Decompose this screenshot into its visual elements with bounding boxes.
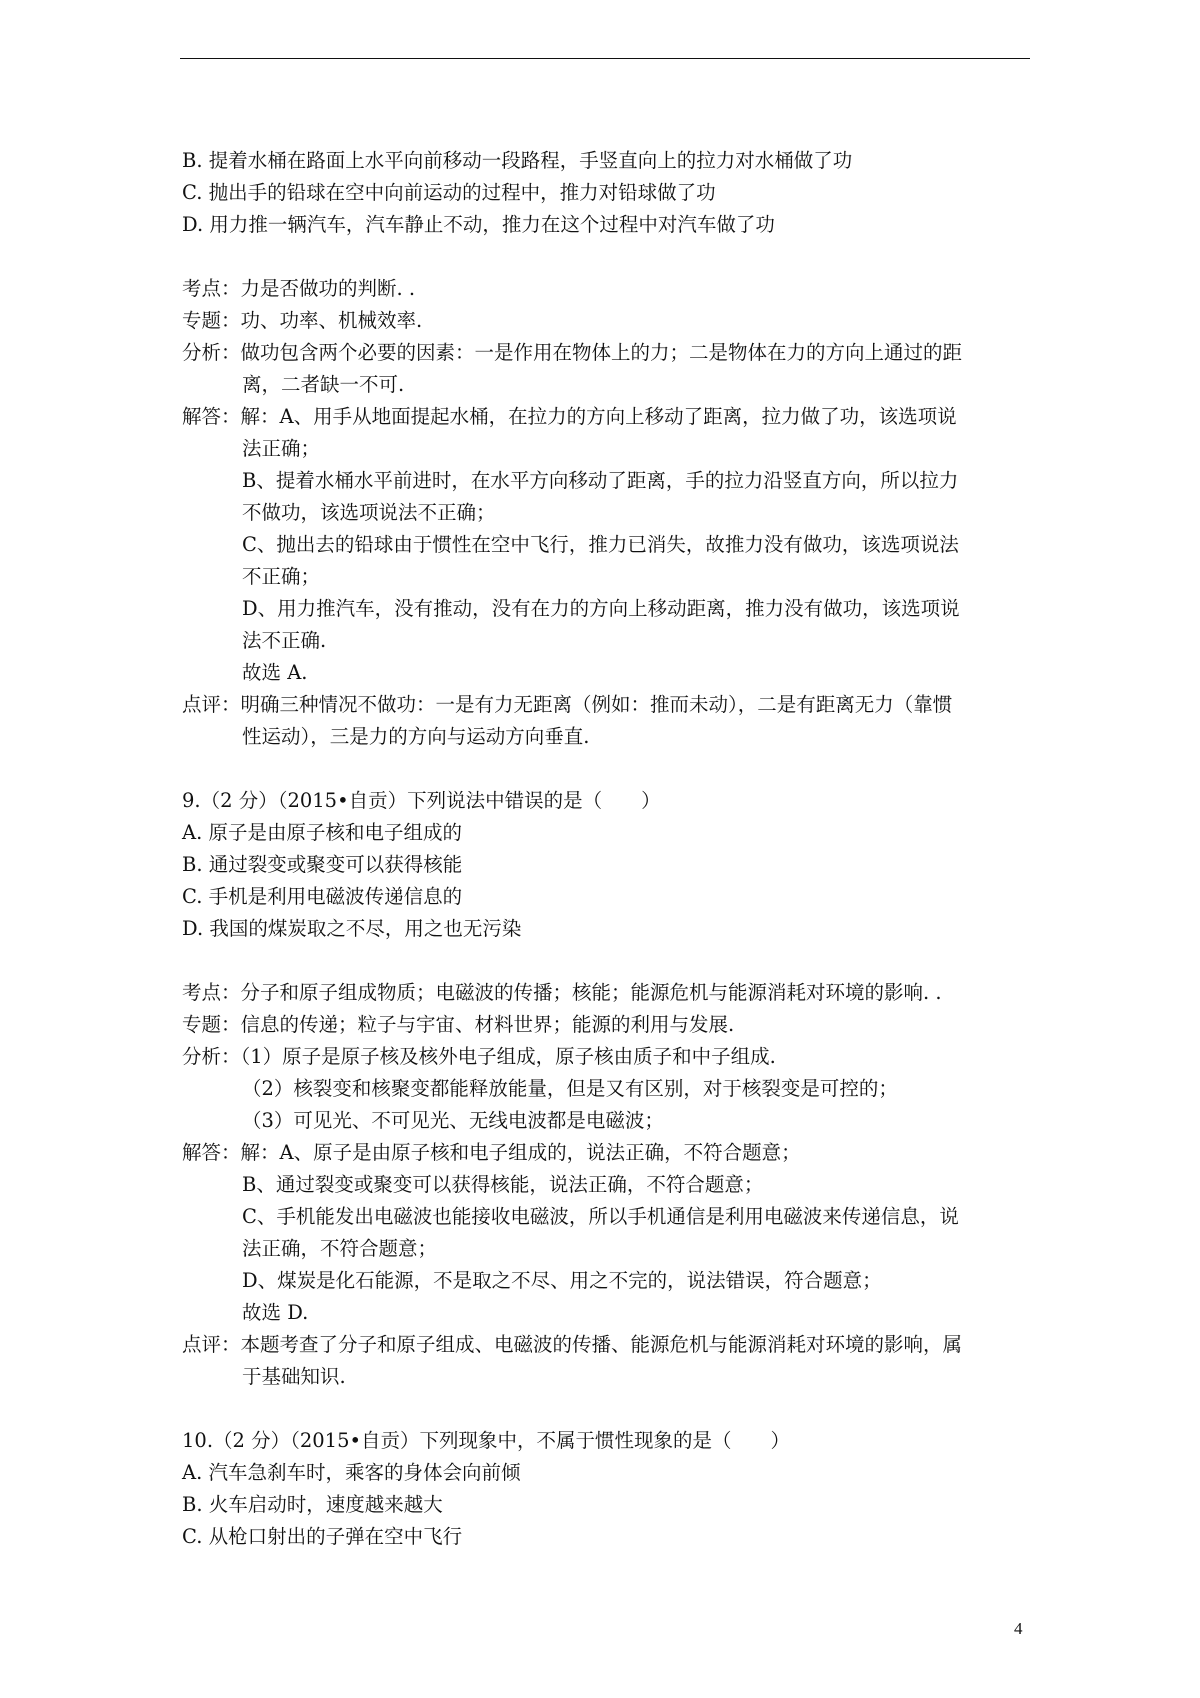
- question-stem: 10.（2 分）（2015•自贡）下列现象中，不属于惯性现象的是（ ）: [182, 1429, 790, 1452]
- fenxi-line: 分析：做功包含两个必要的因素：一是作用在物体上的力；二是物体在力的方向上通过的距: [182, 341, 963, 364]
- page-content: [182, 145, 1032, 1553]
- zhuanti: 专题：功、功率、机械效率.: [182, 309, 423, 332]
- jieda-line: 法正确；: [242, 437, 321, 460]
- dianping-line: 性运动），三是力的方向与运动方向垂直.: [242, 725, 590, 748]
- fenxi-line: 分析：（1）原子是原子核及核外电子组成，原子核由质子和中子组成.: [182, 1045, 776, 1068]
- fenxi-line: （2）核裂变和核聚变都能释放能量，但是又有区别，对于核裂变是可控的；: [242, 1077, 898, 1100]
- jieda-line: C、抛出去的铅球由于惯性在空中飞行，推力已消失，故推力没有做功，该选项说法: [242, 533, 959, 556]
- option-b: B. 通过裂变或聚变可以获得核能: [182, 853, 463, 876]
- option-c: C. 手机是利用电磁波传递信息的: [182, 885, 463, 908]
- jieda-line: 解答：解：A、原子是由原子核和电子组成的，说法正确，不符合题意；: [182, 1141, 801, 1164]
- jieda-line: 解答：解：A、用手从地面提起水桶，在拉力的方向上移动了距离，拉力做了功，该选项说: [182, 405, 957, 428]
- jieda-line: D、用力推汽车，没有推动，没有在力的方向上移动距离，推力没有做功，该选项说: [242, 597, 960, 620]
- header-rule: [180, 58, 1030, 59]
- question-8-options: [182, 145, 1032, 241]
- jieda-line: 法正确，不符合题意；: [242, 1237, 438, 1260]
- fenxi-line: （3）可见光、不可见光、无线电波都是电磁波；: [242, 1109, 664, 1132]
- jieda-line: B、提着水桶水平前进时，在水平方向移动了距离，手的拉力沿竖直方向，所以拉力: [242, 469, 959, 492]
- question-8-analysis: [182, 273, 1032, 753]
- option-d: D. 用力推一辆汽车，汽车静止不动，推力在这个过程中对汽车做了功: [182, 213, 775, 236]
- page-number: 4: [1014, 1619, 1023, 1638]
- jieda-line: 故选 A.: [242, 661, 308, 684]
- question-9: [182, 785, 1032, 945]
- kaodian: 考点：分子和原子组成物质；电磁波的传播；核能；能源危机与能源消耗对环境的影响. .: [182, 981, 942, 1004]
- option-c: C. 抛出手的铅球在空中向前运动的过程中，推力对铅球做了功: [182, 181, 716, 204]
- fenxi-line: 离，二者缺一不可.: [242, 373, 405, 396]
- option-a: A. 汽车急刹车时，乘客的身体会向前倾: [182, 1461, 521, 1484]
- jieda-line: D、煤炭是化石能源，不是取之不尽、用之不完的，说法错误，符合题意；: [242, 1269, 882, 1292]
- option-d: D. 我国的煤炭取之不尽，用之也无污染: [182, 917, 522, 940]
- option-c: C. 从枪口射出的子弹在空中飞行: [182, 1525, 463, 1548]
- jieda-line: 故选 D.: [242, 1301, 309, 1324]
- dianping-line: 点评：明确三种情况不做功：一是有力无距离（例如：推而未动），二是有距离无力（靠惯: [182, 693, 953, 716]
- jieda-line: 法不正确.: [242, 629, 327, 652]
- jieda-line: 不正确；: [242, 565, 321, 588]
- option-b: B. 火车启动时，速度越来越大: [182, 1493, 443, 1516]
- jieda-line: 不做功，该选项说法不正确；: [242, 501, 496, 524]
- question-9-analysis: [182, 977, 1032, 1393]
- question-10: [182, 1425, 1032, 1553]
- jieda-line: B、通过裂变或聚变可以获得核能，说法正确，不符合题意；: [242, 1173, 764, 1196]
- option-b: B. 提着水桶在路面上水平向前移动一段路程，手竖直向上的拉力对水桶做了功: [182, 149, 853, 172]
- option-a: A. 原子是由原子核和电子组成的: [182, 821, 462, 844]
- jieda-line: C、手机能发出电磁波也能接收电磁波，所以手机通信是利用电磁波来传递信息，说: [242, 1205, 959, 1228]
- zhuanti: 专题：信息的传递；粒子与宇宙、材料世界；能源的利用与发展.: [182, 1013, 735, 1036]
- question-stem: 9.（2 分）（2015•自贡）下列说法中错误的是（ ）: [182, 789, 661, 812]
- kaodian: 考点：力是否做功的判断. .: [182, 277, 416, 300]
- dianping-line: 于基础知识.: [242, 1365, 346, 1388]
- dianping-line: 点评：本题考查了分子和原子组成、电磁波的传播、能源危机与能源消耗对环境的影响，属: [182, 1333, 963, 1356]
